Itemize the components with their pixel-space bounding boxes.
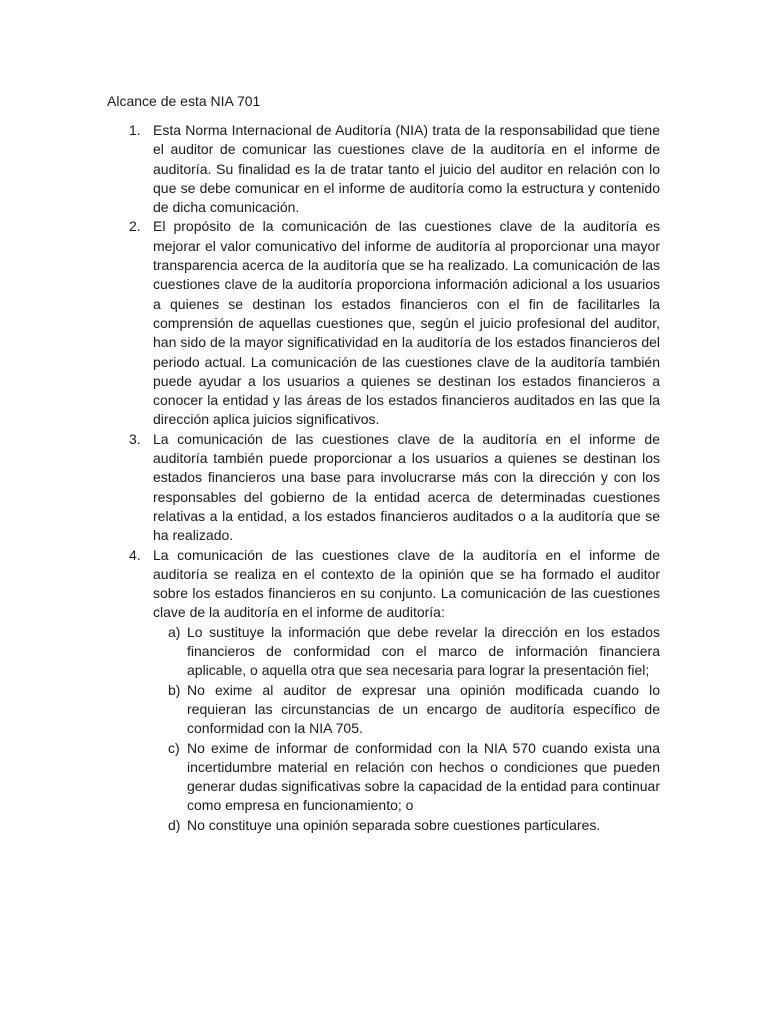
item-number: 4. bbox=[129, 546, 141, 563]
item-number: 1. bbox=[129, 122, 141, 138]
sublist-item bbox=[153, 681, 660, 739]
item-text: Esta Norma Internacional de Auditoría (NIA) trata de la responsabilidad que tiene el auditor de comunicar las cuestiones clave de la auditoría en el informe de auditoría. Su finalidad es la de tratar tanto el juicio del auditor en relación con lo que se debe comunicar en el informe de auditoría como la estructura y contenido de dicha comunicación. bbox=[153, 122, 660, 216]
subitem-text: No exime al auditor de expresar una opinión modificada cuando lo requieran las circunstancias de un encargo de auditoría específico de conformidad con la NIA 705. bbox=[187, 681, 660, 737]
section-heading: Alcance de esta NIA 701 bbox=[107, 93, 261, 109]
list-item bbox=[107, 546, 660, 835]
item-number: 3. bbox=[129, 430, 141, 447]
item-text: La comunicación de las cuestiones clave de la auditoría en el informe de auditoría se realiza en el contexto de la opinión que se ha formado el auditor sobre los estados financieros en su conjunto. La comunicación de las cuestiones clave de la auditoría en el informe de auditoría: bbox=[153, 546, 660, 621]
subitem-letter: d) bbox=[168, 816, 181, 833]
item-text: La comunicación de las cuestiones clave de la auditoría en el informe de auditoría también puede proporcionar a los usuarios a quienes se destinan los estados financieros una base para involucrarse más con la dirección y con los responsables del gobierno de la entidad acerca de determinadas cuestiones relativas a la entidad, a los estados financieros auditados o a la auditoría que se ha realizado. bbox=[153, 430, 660, 544]
item-text: El propósito de la comunicación de las cuestiones clave de la auditoría es mejorar el valor comunicativo del informe de auditoría al proporcionar una mayor transparencia acerca de la auditoría que se ha realizado. La comunicación de las cuestiones clave de la auditoría proporciona información adicional a los usuarios a quienes se destinan los estados financieros con el fin de facilitarles la comprensión de aquellas cuestiones que, según el juicio profesional del auditor, han sido de la mayor significatividad en la auditoría de los estados financieros del periodo actual. La comunicación de las cuestiones clave de la auditoría también puede ayudar a los usuarios a quienes se destinan los estados financieros a conocer la entidad y las áreas de los estados financieros auditados en las que la dirección aplica juicios significativos. bbox=[153, 218, 660, 428]
sublist-item bbox=[153, 739, 660, 816]
subitem-text: No constituye una opinión separada sobre cuestiones particulares. bbox=[187, 816, 601, 833]
list-item bbox=[107, 121, 660, 217]
list-item bbox=[107, 430, 660, 546]
item-number: 2. bbox=[129, 218, 141, 235]
subitem-letter: c) bbox=[168, 739, 180, 756]
lettered-sublist bbox=[153, 623, 660, 835]
list-item bbox=[107, 217, 660, 429]
sublist-item bbox=[153, 816, 660, 835]
subitem-text: No exime de informar de conformidad con la NIA 570 cuando exista una incertidumbre material en relación con hechos o condiciones que pueden generar dudas significativas sobre la capacidad de la entidad para continuar como empresa en funcionamiento; o bbox=[187, 739, 660, 814]
subitem-letter: b) bbox=[168, 681, 181, 698]
subitem-letter: a) bbox=[168, 623, 181, 640]
sublist-item bbox=[153, 623, 660, 681]
subitem-text: Lo sustituye la información que debe revelar la dirección en los estados financieros de conformidad con el marco de información financiera aplicable, o aquella otra que sea necesaria para lograr la presentación fiel; bbox=[187, 623, 660, 679]
numbered-list bbox=[107, 121, 660, 835]
